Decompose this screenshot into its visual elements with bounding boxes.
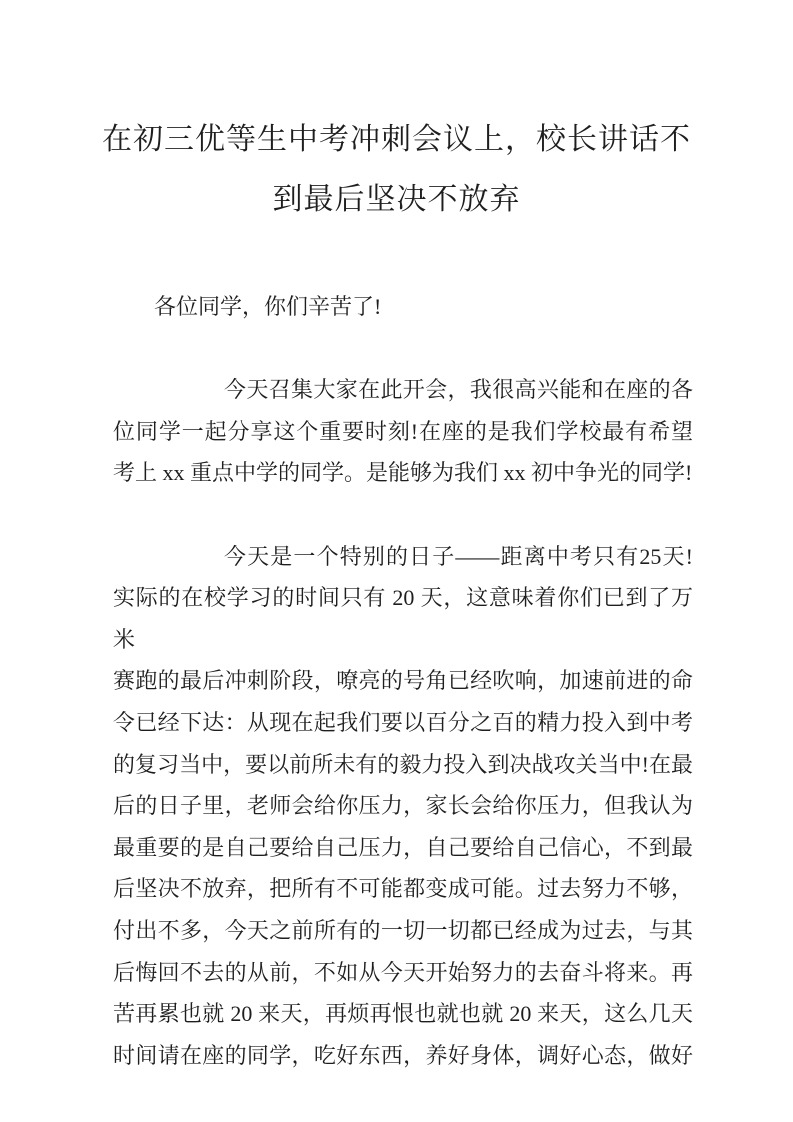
title-line-2: 到最后坚决不放弃 (272, 183, 521, 216)
text-line: 的复习当中，要以前所未有的毅力投入到决战攻关当中!在最 (113, 751, 693, 777)
text-line: 后悔回不去的从前，不如从今天开始努力的去奋斗将来。再 (113, 959, 693, 985)
text-line: 最重要的是自己要给自己压力，自己要给自己信心，不到最 (113, 834, 693, 860)
text-line: 苦再累也就 20 来天，再烦再恨也就也就 20 来天，这么几天 (113, 1001, 693, 1027)
text-line: 付出不多，今天之前所有的一切一切都已经成为过去，与其 (113, 917, 693, 943)
text-line: 位同学一起分享这个重要时刻!在座的是我们学校最有希望 (113, 418, 693, 444)
text-line: 今天召集大家在此开会，我很高兴能和在座的各 (224, 377, 693, 403)
paragraph-opening (113, 369, 693, 494)
paragraph-greeting (113, 286, 693, 328)
text-line: 今天是一个特别的日子——距离中考只有25天! (224, 543, 693, 569)
text-line: 后坚决不放弃，把所有不可能都变成可能。过去努力不够， (113, 876, 693, 902)
text-line: 考上 xx 重点中学的同学。是能够为我们 xx 初中争光的同学! (113, 460, 693, 486)
title-line-1: 在初三优等生中考冲刺会议上，校长讲话不 (102, 123, 691, 156)
paragraph-main (113, 536, 693, 1077)
text-line: 时间请在座的同学，吃好东西，养好身体，调好心态，做好 (113, 1042, 693, 1068)
text-line: 实际的在校学习的时间只有 20 天，这意味着你们已到了万米 (113, 585, 693, 652)
document-title (0, 0, 793, 230)
document-body (0, 286, 793, 1076)
text-line: 各位同学，你们辛苦了! (154, 294, 382, 319)
text-line: 令已经下达：从现在起我们要以百分之百的精力投入到中考 (113, 709, 693, 735)
text-line: 赛跑的最后冲刺阶段，嘹亮的号角已经吹响，加速前进的命 (113, 668, 693, 694)
text-line: 后的日子里，老师会给你压力，家长会给你压力，但我认为 (113, 793, 693, 819)
